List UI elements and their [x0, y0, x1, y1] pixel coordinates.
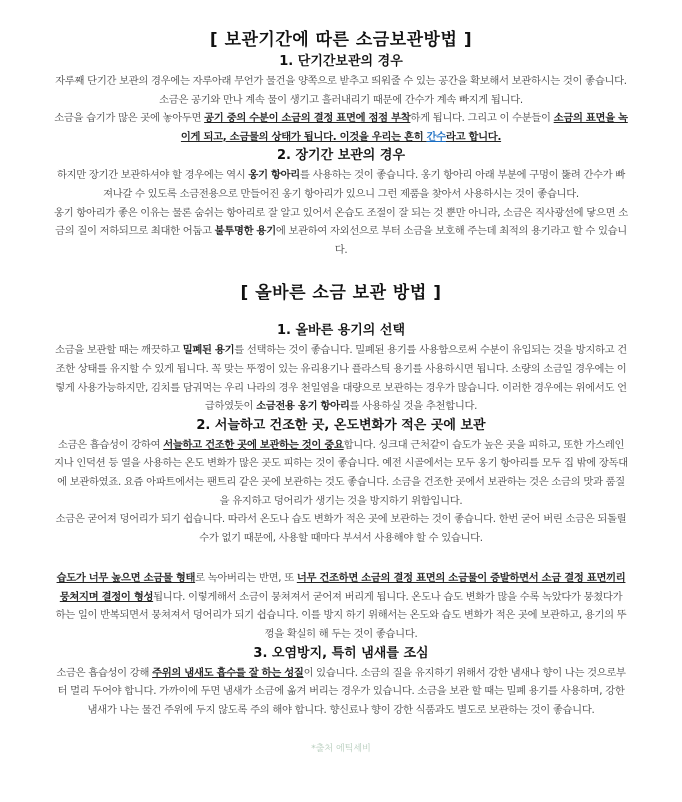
paragraph-short-term-1: 자루째 단기간 보관의 경우에는 자루아래 무언가 물건을 양쪽으로 받추고 띄워줄 수 있는 공간을 확보해서 보관하시는 것이 좋습니다. 소금은 공기와 만나 계속 물이 생기고 흘러내리기 때문에 간수가 계속 빠지게 됩니다.: [55, 75, 627, 106]
text: 옹기 항아리가 좋은 이유는 물론 숨쉬는 항아리로 잘 알고 있어서 온습도 조절이 잘 되는 것 뿐만 아니라, 소금은 직사광선에 닿으면 소금의 질이 저하되므로 최대한 어둡고: [54, 206, 628, 238]
paragraph-long-term-1: [54, 166, 629, 203]
gansu-link[interactable]: 간수: [426, 130, 446, 143]
spacer: [0, 305, 682, 321]
text: 로 녹아버리는 반면, 또: [195, 572, 297, 585]
paragraph-cool-dry-3: [54, 569, 629, 643]
text: 소금을 보관할 때는 깨끗하고: [55, 344, 183, 357]
paragraph-cool-dry-2: 소금은 굳어져 덩어리가 되기 쉽습니다. 따라서 온도나 습도 변화가 적은 곳에 보관하는 것이 좋습니다. 한번 굳어 버린 소금은 되돌릴 수가 없기 때문에, 사용할 때마다 부셔서 사용해야 할 수 있습니다.: [55, 513, 627, 544]
bold-text: 불투명한 용기: [214, 225, 276, 238]
heading-long-term: 2. 장기간 보관의 경우: [276, 148, 406, 164]
section-title-proper-storage: [ 올바른 소금 보관 방법 ]: [240, 283, 442, 304]
text: 를 사용하는 것이 좋습니다. 옹기 항아리 아래 부분에 구멍이 뚫려 간수가 빠져나갈 수 있도록 소금전용으로 만들어진 옹기 항아리가 있으니 그런 제품을 찾아서 사용하시는 것이 좋습니다.: [103, 169, 626, 200]
underlined-text: 라고 합니다.: [445, 130, 502, 143]
underlined-text: 주위의 냄새도 흡수를 잘 하는 성질: [152, 666, 304, 679]
underlined-text: 습도가 너무 높으면 소금물 형태: [56, 572, 196, 585]
paragraph-short-term-2: [54, 109, 629, 146]
paragraph-odor-prevention: [54, 664, 629, 720]
text: 소금은 흡습성이 강해: [56, 666, 153, 679]
text: 됩니다. 이렇게해서 소금이 뭉쳐져서 굳어져 버리게 됩니다. 온도나 습도 변화가 많을 수록 녹았다가 뭉쳤다가 하는 일이 반복되면서 뭉쳐져서 덩어리가 되기 쉽습니다. 이를 방지 하기 위해서는 온도와 습도 변화가 적은 곳에 보관하고, 용기의 뚜껑을 확실히 해 두는 것이 좋습니다.: [55, 590, 627, 641]
heading-short-term: 1. 단기간보관의 경우: [279, 54, 403, 69]
paragraph-long-term-2: [54, 204, 629, 260]
underlined-text: 공기 중의 수분이 소금의 결정 표면에 점점 부착: [204, 112, 411, 125]
underlined-text: 너무 건조하면 소금의 결정 표면의 소금물이 증발하면서 소금 결정 표면끼리 뭉쳐지며 결정이 형성: [59, 572, 626, 603]
text: 하게 됩니다. 그리고 이 수분들이: [410, 112, 554, 125]
underlined-text: 소금의 표면을 녹이게 되고, 소금물의 상태가 됩니다. 이것을 우리는 흔히: [180, 112, 628, 143]
text: 하지만 장기간 보관하셔야 할 경우에는 역시: [56, 169, 249, 182]
text: 에 보관하여 자외선으로 부터 소금을 보호해 주는데 최적의 용기라고 할 수 있습니다.: [275, 225, 627, 256]
heading-cool-dry-place: 2. 서늘하고 건조한 곳, 온도변화가 적은 곳에 보관: [196, 417, 486, 433]
bold-text: 밀폐된 용기: [182, 344, 235, 357]
heading-container-choice: 1. 올바른 용기의 선택: [276, 323, 406, 339]
heading-odor-prevention: 3. 오염방지, 특히 냄새를 조심: [253, 645, 429, 661]
text: 소금을 습기가 많은 곳에 놓아두면: [54, 112, 205, 125]
text: 소금은 흡습성이 강하여: [57, 438, 164, 451]
paragraph-cool-dry-1: [54, 436, 629, 510]
text: 이 있습니다. 소금의 질을 유지하기 위해서 강한 냄새나 향이 나는 것으로부터 멀리 두어야 합니다. 가까이에 두면 냄새가 소금에 옮겨 버리는 경우가 있습니다. 소금을 보관 할 때는 밀폐 용기를 사용하며, 강한 냄새가 나는 물건 주위에 두지 않도록 주의 해야 합니다. 향신료나 향이 강한 식품과도 별도로 보관하는 것이 좋습니다.: [57, 666, 626, 716]
section-title-storage-period: [ 보관기간에 따른 소금보관방법 ]: [209, 30, 473, 50]
bold-text: 옹기 항아리: [248, 169, 300, 182]
spacer: [0, 259, 682, 281]
text: 합니다. 싱크대 근처같이 습도가 높은 곳을 피하고, 또한 가스레인지나 인덕션 등 열을 사용하는 온도 변화가 많은 곳도 피하는 것이 좋습니다. 예전 시골에서는 모두 옹기 항아리를 모두 집 밖에 장독대에 보관하였죠. 요즘 아파트에서는 팬트리 같은 곳에 보관하는 것도 좋습니다. 소금을 건조한 곳에서 보관하는 것은 소금의 맛과 품질을 유지하고 덩어리가 생기는 것을 방지하기 위함입니다.: [54, 438, 628, 507]
paragraph-container-choice: [54, 341, 629, 415]
source-credit: *출처 에틱세비: [311, 744, 371, 755]
bold-text: 소금전용 옹기 항아리: [256, 400, 350, 413]
text: 를 선택하는 것이 좋습니다. 밀폐된 용기를 사용함으로써 수분이 유입되는 것을 방지하고 건조한 상태를 유지할 수 있게 됩니다. 꼭 맞는 뚜껑이 있는 유리용기나 플라스틱 용기를 사용하시면 됩니다. 소량의 소금일 경우에는 이렇게 사용가능하지만, 김치를 담궈먹는 우리 나라의 경우 천일염을 대량으로 보관하는 경우가 많습니다. 이러한 경우에는 위에서도 언급하였듯이: [55, 344, 627, 413]
spacer: [0, 547, 682, 569]
underlined-text: 서늘하고 건조한 곳에 보관하는 것이 중요: [163, 438, 344, 451]
text: 를 사용하실 것을 추천합니다.: [349, 400, 478, 413]
